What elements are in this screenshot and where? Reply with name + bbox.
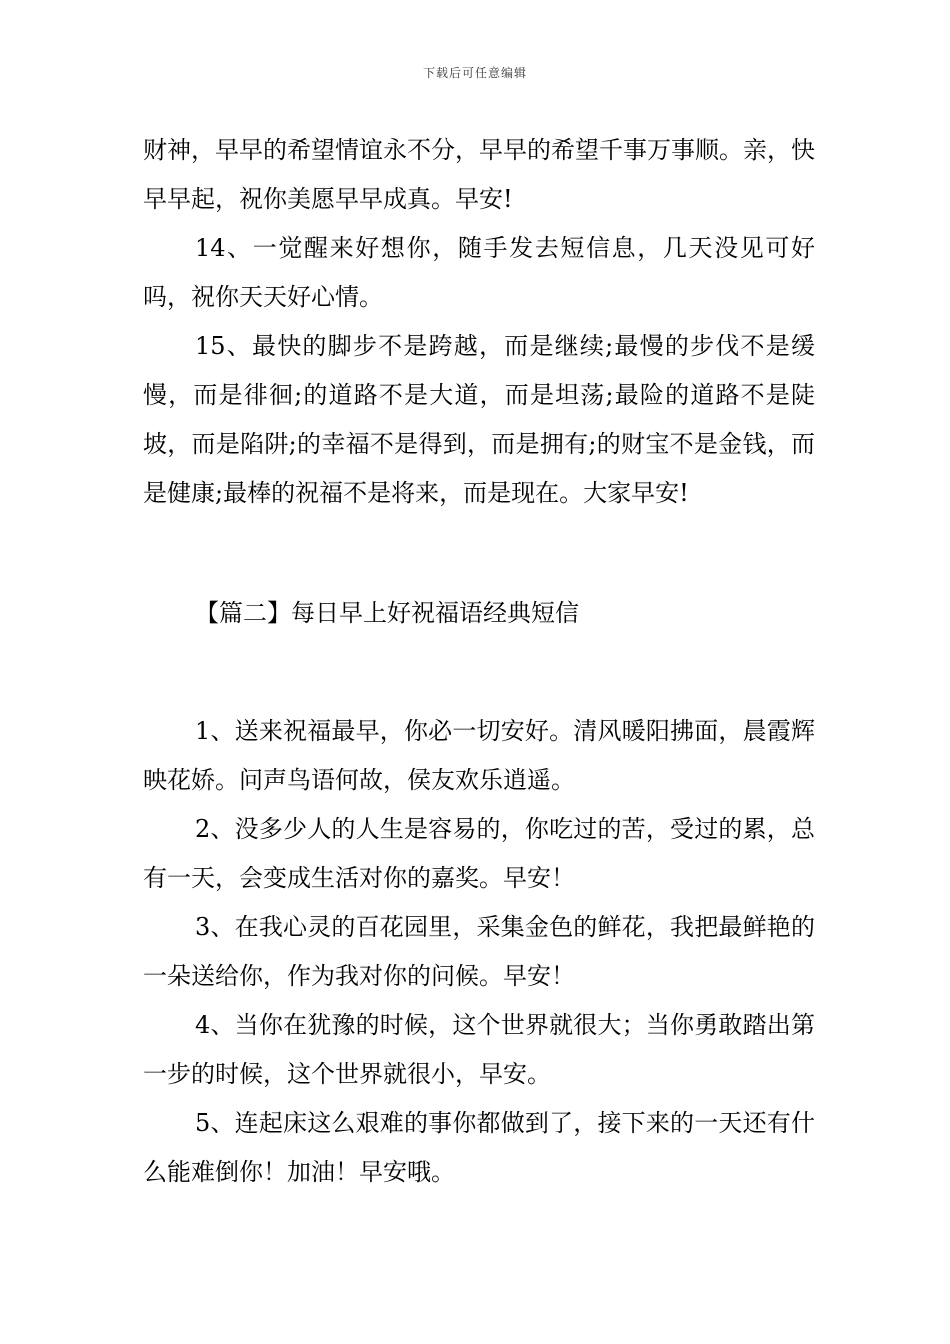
document-body bbox=[143, 126, 815, 1197]
paragraph-2: 2、没多少人的人生是容易的，你吃过的苦，受过的累，总有一天，会变成生活对你的嘉奖。早安！ bbox=[143, 815, 815, 892]
paragraph-5: 5、连起床这么艰难的事你都做到了，接下来的一天还有什么能难倒你！加油！早安哦。 bbox=[143, 1109, 815, 1186]
paragraph-4: 4、当你在犹豫的时候，这个世界就很大；当你勇敢踏出第一步的时候，这个世界就很小，早安。 bbox=[143, 1011, 815, 1088]
section-title: 【篇二】每日早上好祝福语经典短信 bbox=[195, 599, 579, 627]
paragraph-continued: 财神，早早的希望情谊永不分，早早的希望千事万事顺。亲，快早早起，祝你美愿早早成真。早安! bbox=[143, 136, 815, 213]
paragraph-1: 1、送来祝福最早，你必一切安好。清风暖阳拂面，晨霞辉映花娇。问声鸟语何故，侯友欢乐逍遥。 bbox=[143, 717, 815, 794]
paragraph-14: 14、一觉醒来好想你，随手发去短信息，几天没见可好吗，祝你天天好心情。 bbox=[143, 234, 815, 311]
paragraph-15: 15、最快的脚步不是跨越，而是继续;最慢的步伐不是缓慢，而是徘徊;的道路不是大道，而是坦荡;最险的道路不是陡坡，而是陷阱;的幸福不是得到，而是拥有;的财宝不是金钱，而是健康;最棒的祝福不是将来，而是现在。大家早安! bbox=[143, 332, 815, 507]
page-header: 下载后可任意编辑 bbox=[422, 66, 527, 80]
paragraph-3: 3、在我心灵的百花园里，采集金色的鲜花，我把最鲜艳的一朵送给你，作为我对你的问候。早安！ bbox=[143, 913, 815, 990]
